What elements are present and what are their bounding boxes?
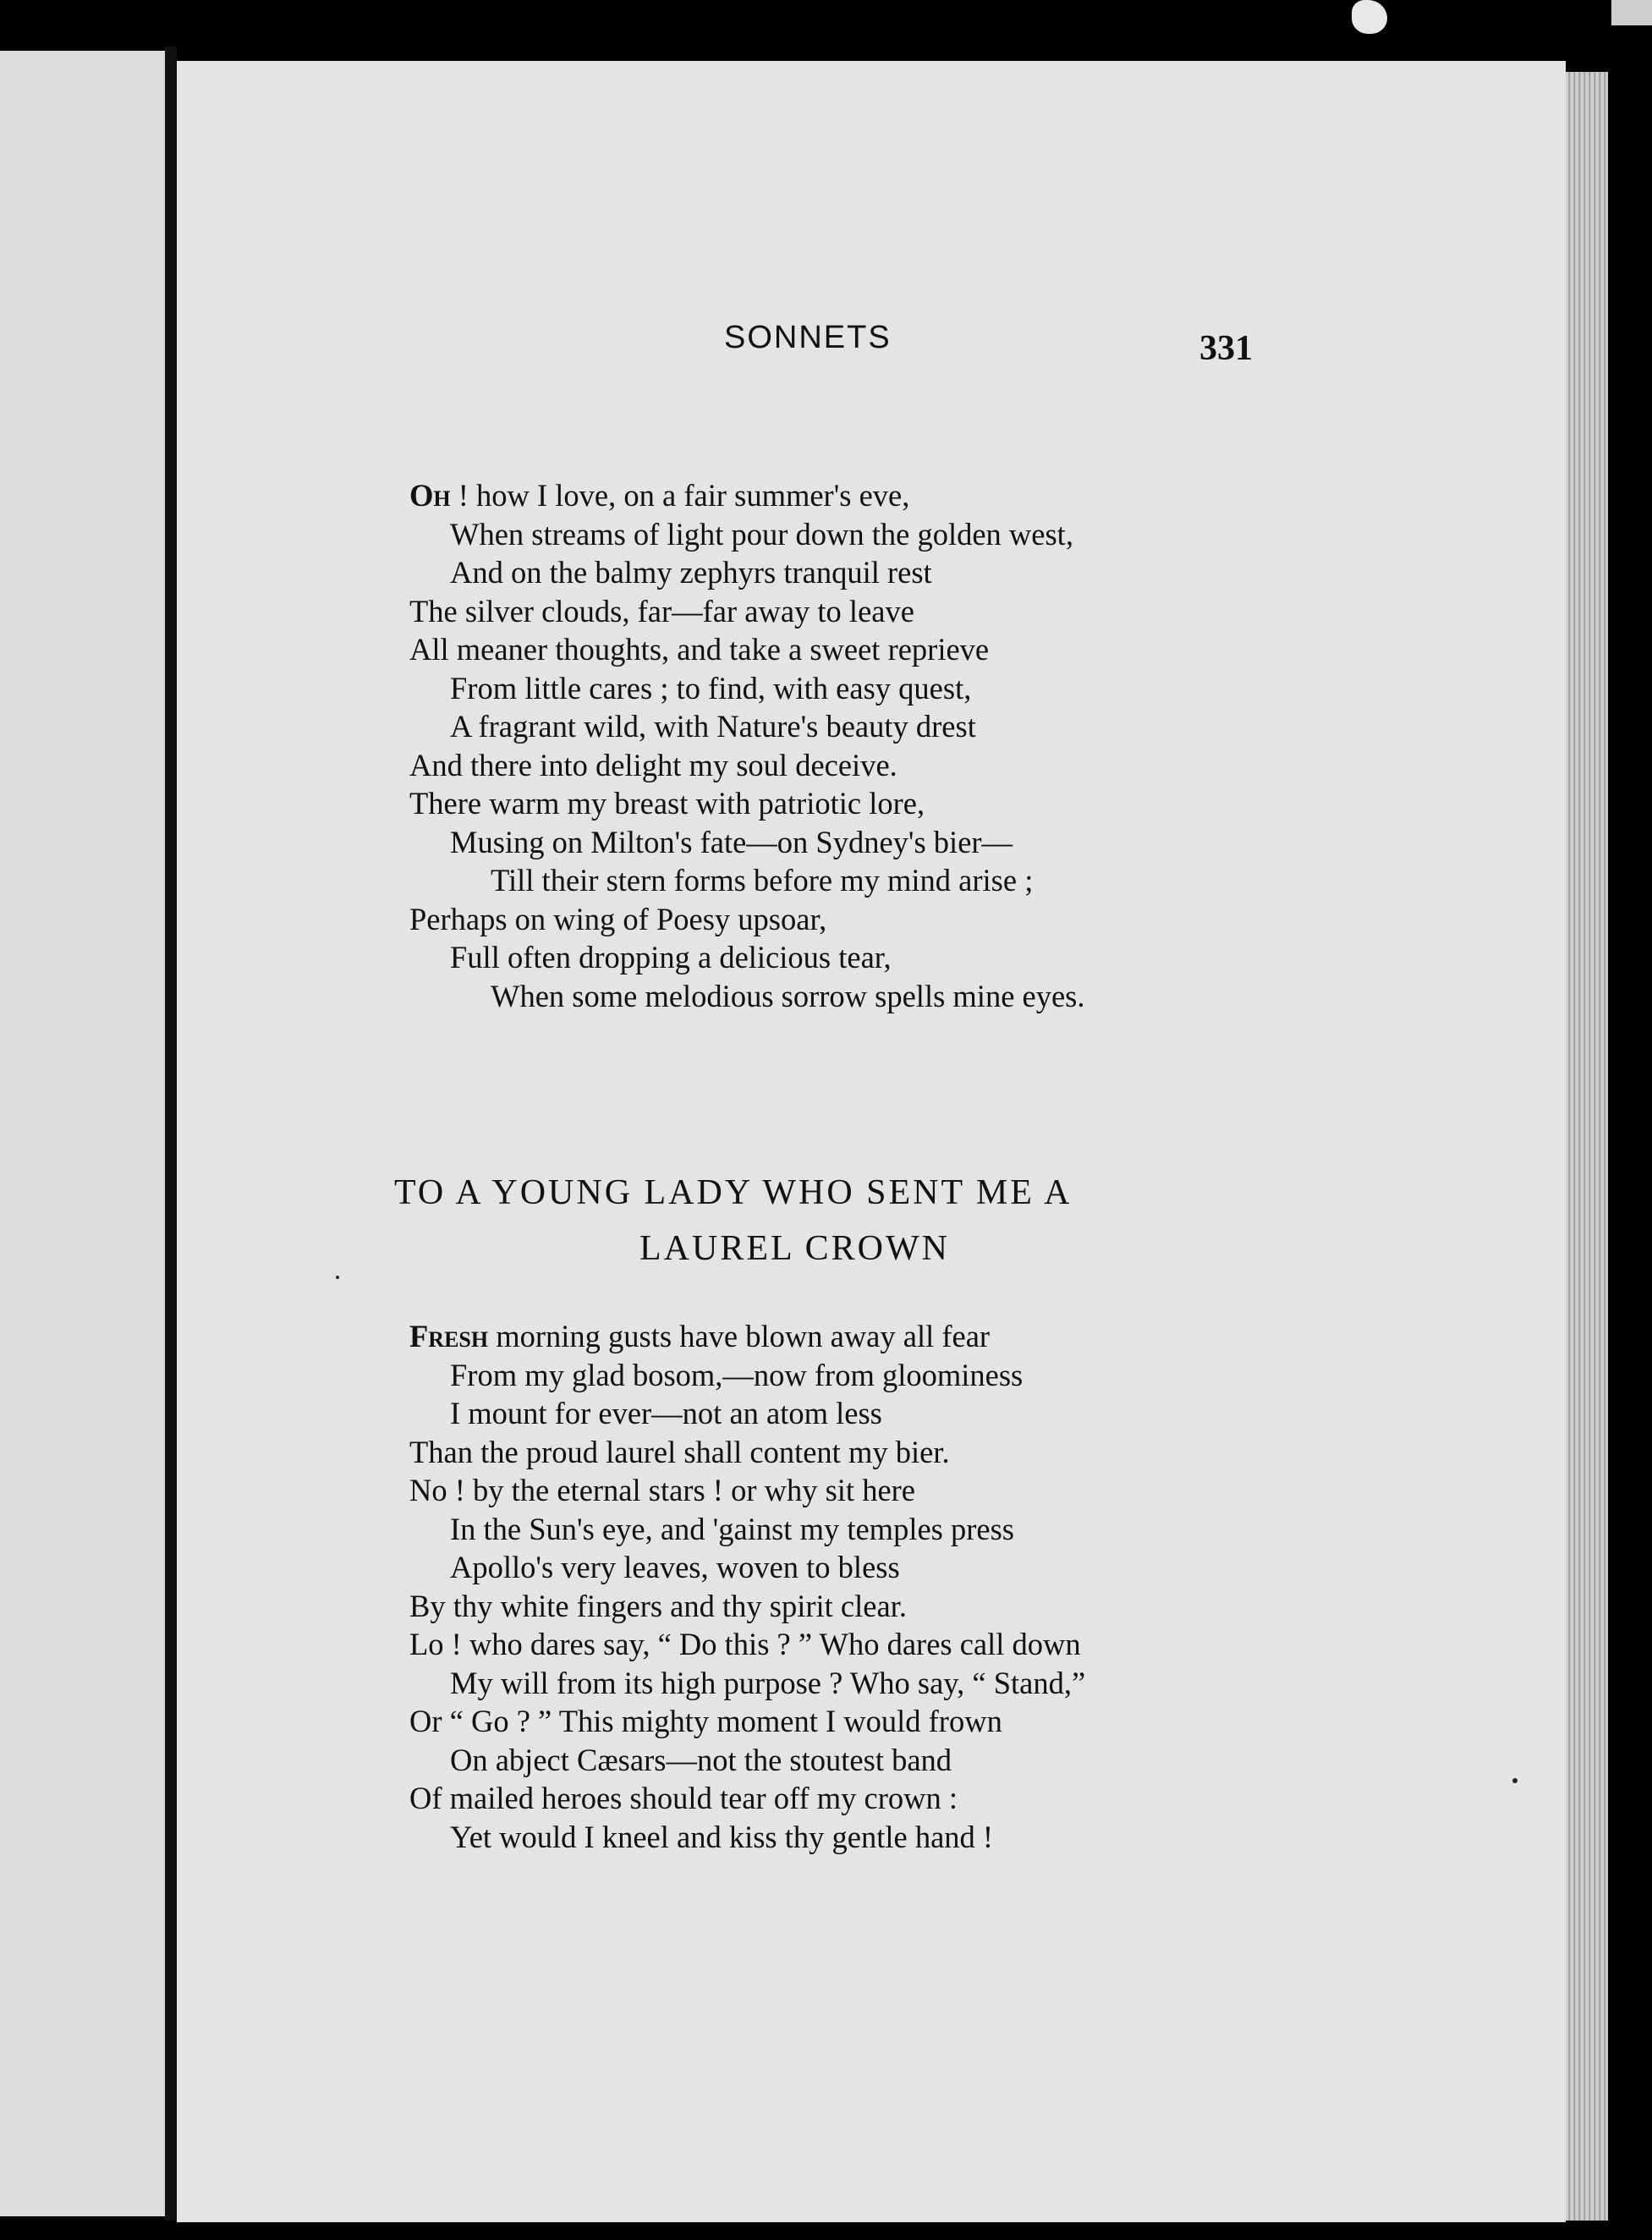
- scan-artifact-corner: [1611, 0, 1652, 25]
- right-page: [177, 61, 1566, 2222]
- running-head: SONNETS: [724, 320, 892, 355]
- poem-title-line-2: LAUREL CROWN: [639, 1229, 950, 1268]
- poem-line: [409, 1548, 1085, 1587]
- poem-line-text: No ! by the eternal stars ! or why sit here: [409, 1473, 916, 1507]
- poem-line-text: morning gusts have blown away all fear: [488, 1319, 991, 1353]
- poem-line-text: Apollo's very leaves, woven to bless: [450, 1550, 900, 1584]
- poem-line-text: From little cares ; to find, with easy quest,: [450, 670, 972, 705]
- poem-line-lead: Oh: [409, 478, 451, 513]
- poem-line: [409, 1356, 1085, 1395]
- poem-line-lead: Fresh: [409, 1319, 489, 1353]
- speck-mark: [1512, 1778, 1518, 1783]
- poem-line-text: Perhaps on wing of Poesy upsoar,: [409, 901, 827, 936]
- poem-line-text: I mount for ever—not an atom less: [450, 1396, 882, 1430]
- poem-line-text: A fragrant wild, with Nature's beauty drest: [450, 709, 976, 744]
- scan-artifact-mark: [1352, 0, 1387, 34]
- poem-line: [409, 900, 1085, 939]
- poem-line-text: Till their stern forms before my mind arise ;: [491, 863, 1034, 898]
- poem-line-text: Than the proud laurel shall content my bier.: [409, 1434, 950, 1469]
- speck-mark: [336, 1276, 339, 1279]
- poem-line: [409, 861, 1085, 900]
- poem-line: [409, 1317, 1085, 1356]
- poem-line-text: Or “ Go ? ” This mighty moment I would frown: [409, 1704, 1002, 1738]
- poem-line: [409, 938, 1085, 977]
- poem-line-text: When some melodious sorrow spells mine eyes.: [491, 978, 1085, 1013]
- page-number: 331: [1199, 329, 1253, 368]
- poem-line-text: ! how I love, on a fair summer's eve,: [450, 478, 910, 513]
- poem-line-text: Full often dropping a delicious tear,: [450, 940, 892, 975]
- poem-line-text: All meaner thoughts, and take a sweet reprieve: [409, 632, 990, 667]
- poem-line-text: Of mailed heroes should tear off my crown :: [409, 1781, 958, 1815]
- poem-line: [409, 1625, 1085, 1664]
- poem-line-text: And on the balmy zephyrs tranquil rest: [450, 555, 932, 590]
- poem-line: [409, 784, 1085, 823]
- poem-line: [409, 592, 1085, 631]
- poem-line-text: Yet would I kneel and kiss thy gentle hand !: [450, 1819, 994, 1854]
- poem-line: [409, 1741, 1085, 1780]
- poem-line-text: There warm my breast with patriotic lore,: [409, 786, 925, 821]
- poem-line: [409, 1818, 1085, 1857]
- poem-line-text: The silver clouds, far—far away to leave: [409, 593, 914, 629]
- sonnet-two: [409, 1317, 1085, 1856]
- poem-line-text: My will from its high purpose ? Who say, “ Stand,”: [450, 1665, 1086, 1700]
- poem-line: [409, 515, 1085, 554]
- poem-line: [409, 746, 1085, 785]
- poem-line: [409, 630, 1085, 669]
- page-fore-edge: [1566, 72, 1608, 2221]
- poem-line: [409, 977, 1085, 1016]
- poem-line: [409, 1779, 1085, 1818]
- poem-line-text: By thy white fingers and thy spirit clear.: [409, 1588, 907, 1623]
- poem-line-text: Lo ! who dares say, “ Do this ? ” Who dares call down: [409, 1627, 1081, 1661]
- poem-line-text: From my glad bosom,—now from gloominess: [450, 1357, 1024, 1392]
- poem-line: [409, 669, 1085, 708]
- poem-line: [409, 823, 1085, 862]
- book-gutter: [165, 47, 177, 2221]
- poem-line-text: Musing on Milton's fate—on Sydney's bier—: [450, 824, 1013, 859]
- poem-line: [409, 1664, 1085, 1703]
- poem-line-text: In the Sun's eye, and 'gainst my temples press: [450, 1511, 1014, 1546]
- poem-line: [409, 1394, 1085, 1433]
- poem-line: [409, 1433, 1085, 1472]
- poem-line: [409, 553, 1085, 592]
- poem-title-line-1: TO A YOUNG LADY WHO SENT ME A: [394, 1173, 1073, 1212]
- left-page-edge: [0, 51, 165, 2216]
- poem-line-text: And there into delight my soul deceive.: [409, 747, 897, 782]
- sonnet-one: [409, 476, 1085, 1015]
- poem-line: [409, 1702, 1085, 1741]
- poem-line: [409, 1587, 1085, 1626]
- poem-line: [409, 1510, 1085, 1549]
- poem-line: [409, 1471, 1085, 1510]
- poem-line: [409, 476, 1085, 515]
- poem-line-text: When streams of light pour down the golden west,: [450, 516, 1073, 552]
- poem-line-text: On abject Cæsars—not the stoutest band: [450, 1742, 952, 1777]
- poem-line: [409, 707, 1085, 746]
